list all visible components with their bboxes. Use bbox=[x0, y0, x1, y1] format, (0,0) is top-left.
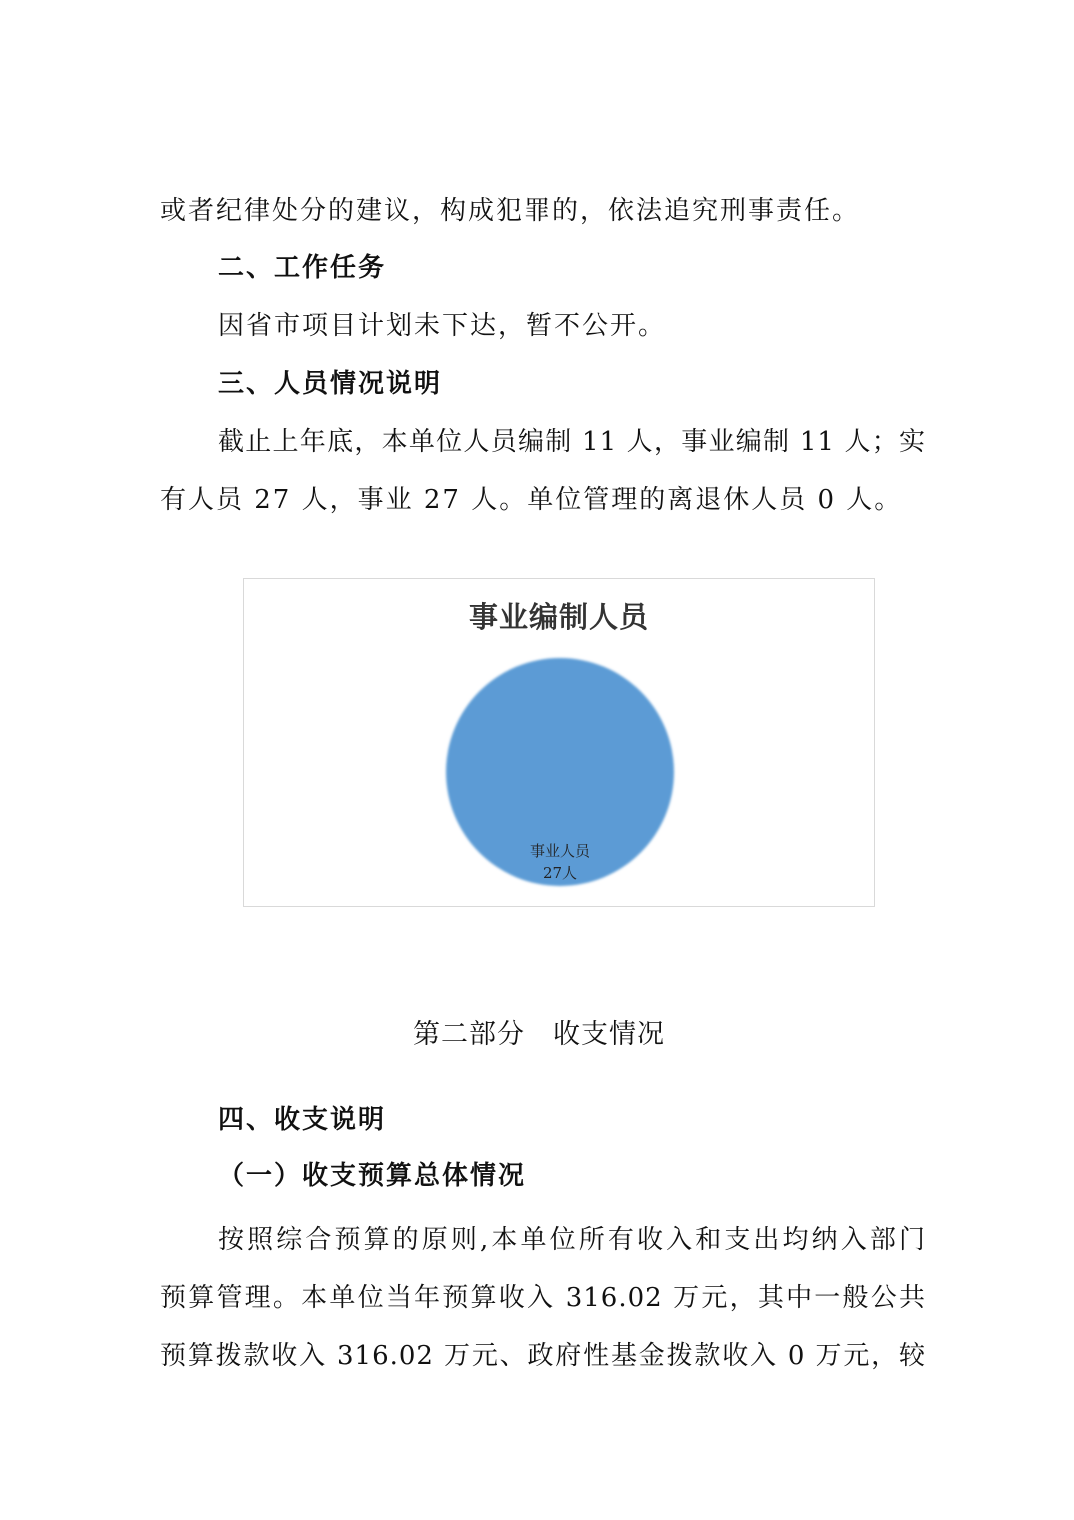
pie-chart-frame bbox=[243, 578, 875, 907]
paragraph-continuation: 或者纪律处分的建议，构成犯罪的，依法追究刑事责任。 bbox=[160, 196, 861, 226]
section-heading-staff: 三、人员情况说明 bbox=[218, 369, 443, 399]
subsection-heading-budget-overview: （一）收支预算总体情况 bbox=[218, 1161, 527, 1191]
pie-chart bbox=[244, 579, 874, 906]
paragraph-staff-line-2: 有人员 27 人，事业 27 人。单位管理的离退休人员 0 人。 bbox=[160, 485, 903, 515]
chart-title: 事业编制人员 bbox=[468, 600, 649, 634]
paragraph-budget-line-1: 按照综合预算的原则,本单位所有收入和支出均纳入部门 bbox=[218, 1225, 926, 1255]
paragraph-budget-line-2: 预算管理。本单位当年预算收入 316.02 万元，其中一般公共 bbox=[160, 1283, 926, 1313]
section-heading-income-expense: 四、收支说明 bbox=[218, 1105, 387, 1135]
paragraph-staff-line-1: 截止上年底，本单位人员编制 11 人，事业编制 11 人；实 bbox=[218, 427, 926, 457]
data-label-name-0: 事业人员 bbox=[529, 842, 591, 860]
data-label-value-0: 27人 bbox=[542, 864, 578, 882]
paragraph-work-tasks: 因省市项目计划未下达，暂不公开。 bbox=[218, 311, 667, 341]
section-heading-work-tasks: 二、工作任务 bbox=[218, 253, 387, 283]
paragraph-budget-line-3: 预算拨款收入 316.02 万元、政府性基金拨款收入 0 万元，较 bbox=[160, 1341, 926, 1371]
part-two-title: 第二部分 收支情况 bbox=[413, 1019, 665, 1050]
